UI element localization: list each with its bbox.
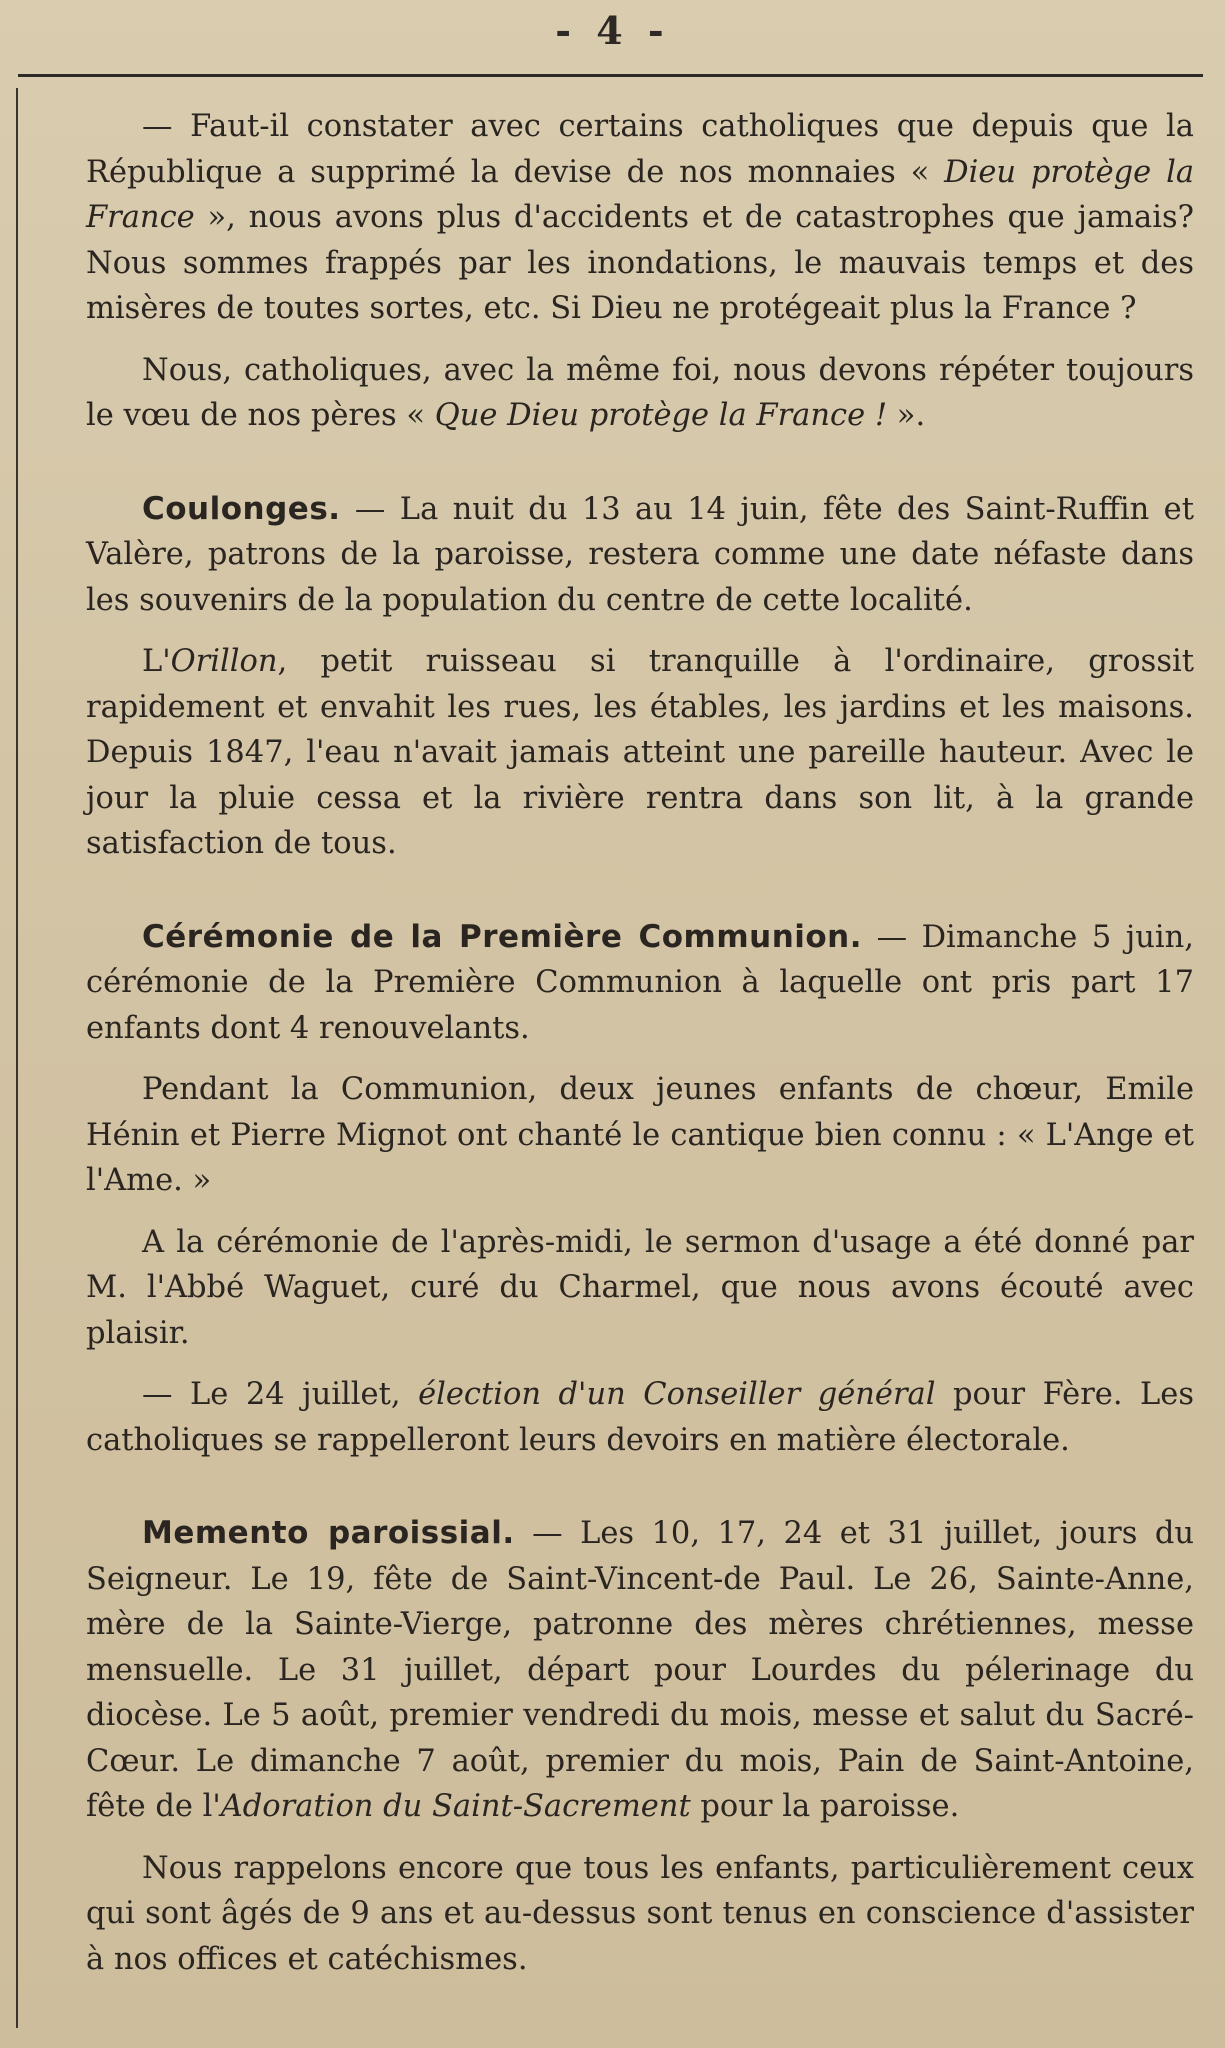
paragraph-election: — Le 24 juillet, élection d'un Conseiller général pour Fère. Les catholiques se rappelleront leurs devoirs en matière électorale. <box>86 1377 1194 1458</box>
adoration-italic: Adoration du Saint-Sacrement <box>220 1789 691 1824</box>
paragraph-rappel: Nous rappelons encore que tous les enfants, particulièrement ceux qui sont âgés de 9 ans et au-dessus sont tenus en conscience d'assister à nos offices et catéchismes. <box>86 1850 1194 1977</box>
header-rule <box>18 74 1203 77</box>
article-body <box>86 104 1194 1982</box>
paragraph-sermon: A la cérémonie de l'après-midi, le sermon d'usage a été donné par M. l'Abbé Waguet, curé du Charmel, que nous avons écouté avec plaisir. <box>86 1224 1194 1351</box>
section-title: Memento paroissial. <box>142 1515 515 1551</box>
margin-rule <box>16 88 18 2028</box>
election-italic: élection d'un Conseiller général <box>418 1377 936 1412</box>
page-number: - 4 - <box>555 8 670 53</box>
section-coulonges: Coulonges. — La nuit du 13 au 14 juin, fête des Saint-Ruffin et Valère, patrons de la paroisse, restera comme une date néfaste dans les souvenirs de la population du centre de cette localité. <box>86 490 1194 618</box>
section-title: Coulonges. <box>142 490 341 527</box>
paragraph-orillon: L'Orillon, petit ruisseau si tranquille à l'ordinaire, grossit rapidement et envahit les rues, les étables, les jardins et les maisons. Depuis 1847, l'eau n'avait jamais atteint une pareille hauteur. Avec le jour la pluie cessa et la rivière rentra dans son lit, à la grande satisfaction de tous. <box>86 644 1194 861</box>
section-memento: Memento paroissial. — Les 10, 17, 24 et 31 juillet, jours du Seigneur. Le 19, fête de Saint-Vincent-de Paul. Le 26, Sainte-Anne, mère de la Sainte-Vierge, patronne des mères chrétiennes, messe mensuelle. Le 31 juillet, départ pour Lourdes du pélerinage du diocèse. Le 5 août, premier vendredi du mois, messe et salut du Sacré-Cœur. Le dimanche 7 août, premier du mois, Pain de Saint-Antoine, fête de l'Adoration du Saint-Sacrement pour la paroisse. <box>86 1515 1194 1824</box>
paragraph-voeu: Nous, catholiques, avec la même foi, nous devons répéter toujours le vœu de nos pères « Que Dieu protège la France ! ». <box>86 352 1194 433</box>
section-ceremonie: Cérémonie de la Première Communion. — Dimanche 5 juin, cérémonie de la Première Communion à laquelle ont pris part 17 enfants dont 4 renouvelants. <box>86 918 1194 1046</box>
section-title: Cérémonie de la Première Communion. <box>142 918 863 955</box>
river-name: Orillon <box>170 644 278 679</box>
paragraph-devise: — Faut-il constater avec certains catholiques que depuis que la République a supprimé la devise de nos monnaies « Dieu protège la France », nous avons plus d'accidents et de catastrophes que jamais? Nous sommes frappés par les inondations, le mauvais temps et des misères de toutes sortes, etc. Si Dieu ne protégeait plus la France ? <box>86 109 1195 326</box>
paragraph-communion: Pendant la Communion, deux jeunes enfants de chœur, Emile Hénin et Pierre Mignot ont chanté le cantique bien connu : « L'Ange et l'Ame. » <box>86 1072 1194 1198</box>
motto-italic: Que Dieu protège la France ! <box>434 398 888 433</box>
motto-italic: Dieu protège la France <box>86 154 1195 235</box>
